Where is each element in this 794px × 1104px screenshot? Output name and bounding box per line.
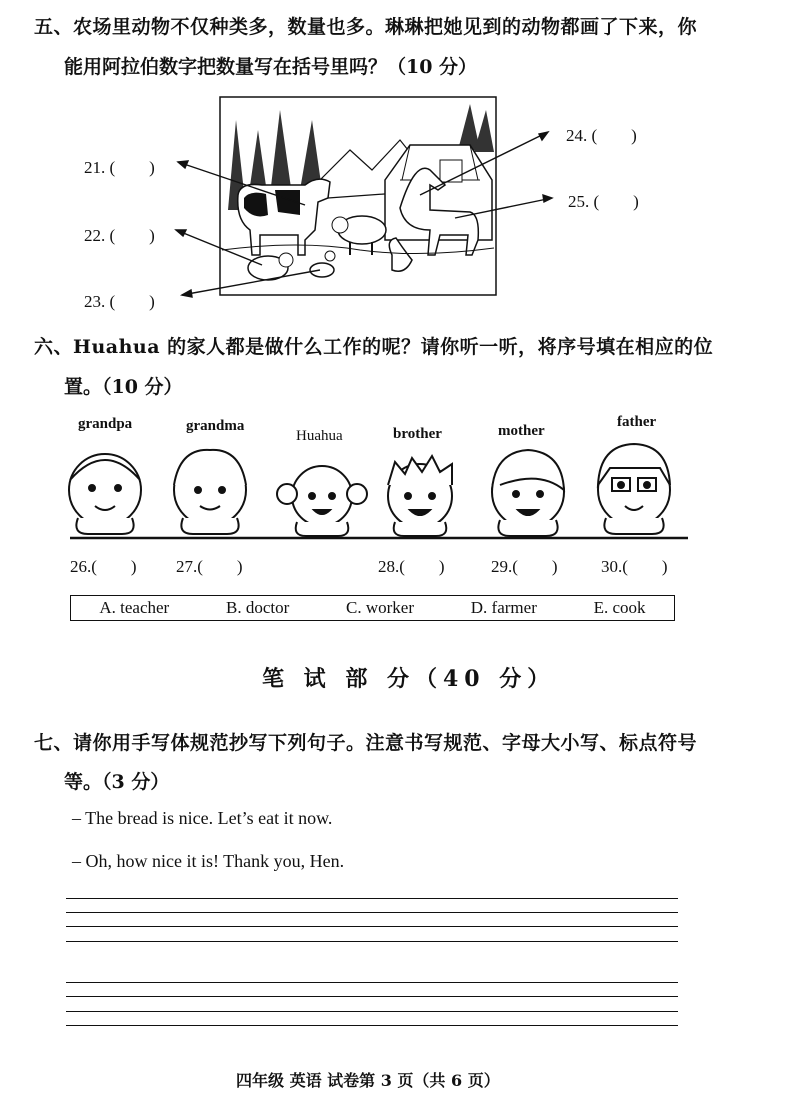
- label-grandpa: grandpa: [78, 416, 133, 432]
- q5-title: 五、农场里动物不仅种类多，数量也多。琳琳把她见到的动物都画了下来，你: [34, 16, 698, 38]
- answer-blank-27[interactable]: 27.( ): [176, 557, 243, 576]
- writing-line: [66, 982, 678, 983]
- writing-line: [66, 1011, 678, 1012]
- page-footer: 四年级 英语 试卷第 3 页（共 6 页）: [236, 1071, 500, 1090]
- writing-line: [66, 1025, 678, 1026]
- answer-blank-29[interactable]: 29.( ): [491, 557, 558, 576]
- answer-blank-24[interactable]: 24. ( ): [566, 126, 637, 145]
- father-face-icon: [598, 444, 670, 534]
- writing-line: [66, 941, 678, 942]
- answer-blank-21[interactable]: 21. ( ): [84, 158, 155, 177]
- huahua-face-icon: [277, 466, 367, 536]
- writing-line: [66, 898, 678, 899]
- mother-face-icon: [492, 450, 564, 536]
- sentence-1: – The bread is nice. Let’s eat it now.: [72, 808, 333, 828]
- answer-blank-28[interactable]: 28.( ): [378, 557, 445, 576]
- writing-line: [66, 912, 678, 913]
- grandma-face-icon: [174, 450, 246, 534]
- answer-blank-23[interactable]: 23. ( ): [84, 292, 155, 311]
- q7-title: 七、请你用手写体规范抄写下列句子。注意书写规范、字母大小写、标点符号: [34, 732, 698, 754]
- label-huahua: Huahua: [296, 428, 343, 444]
- brother-face-icon: [388, 456, 452, 536]
- answer-blank-26[interactable]: 26.( ): [70, 557, 137, 576]
- option-c: C. worker: [346, 598, 415, 617]
- option-d: D. farmer: [470, 598, 537, 617]
- option-a: A. teacher: [99, 598, 170, 617]
- written-section-heading: 笔 试 部 分（40 分）: [262, 666, 556, 692]
- answer-blank-25[interactable]: 25. ( ): [568, 192, 639, 211]
- answer-blank-22[interactable]: 22. ( ): [84, 226, 155, 245]
- farm-animals-picture: [0, 90, 794, 310]
- label-mother: mother: [498, 423, 545, 439]
- label-brother: brother: [393, 426, 442, 442]
- q5-subtitle: 能用阿拉伯数字把数量写在括号里吗？（10 分）: [64, 56, 478, 78]
- writing-line: [66, 996, 678, 997]
- option-b: B. doctor: [225, 598, 290, 617]
- q7-subtitle: 等。（3 分）: [64, 771, 170, 793]
- grandpa-face-icon: [69, 454, 141, 534]
- label-grandma: grandma: [186, 418, 245, 434]
- option-e: E. cook: [593, 598, 646, 617]
- answer-blank-30[interactable]: 30.( ): [601, 557, 668, 576]
- options-box: [70, 595, 675, 621]
- label-father: father: [617, 414, 657, 430]
- family-faces-picture: [0, 430, 794, 545]
- q6-title: 六、Huahua 的家人都是做什么工作的呢？请你听一听，将序号填在相应的位: [34, 336, 714, 358]
- writing-line: [66, 926, 678, 927]
- sentence-2: – Oh, how nice it is! Thank you, Hen.: [72, 851, 345, 871]
- q6-subtitle: 置。（10 分）: [64, 376, 183, 398]
